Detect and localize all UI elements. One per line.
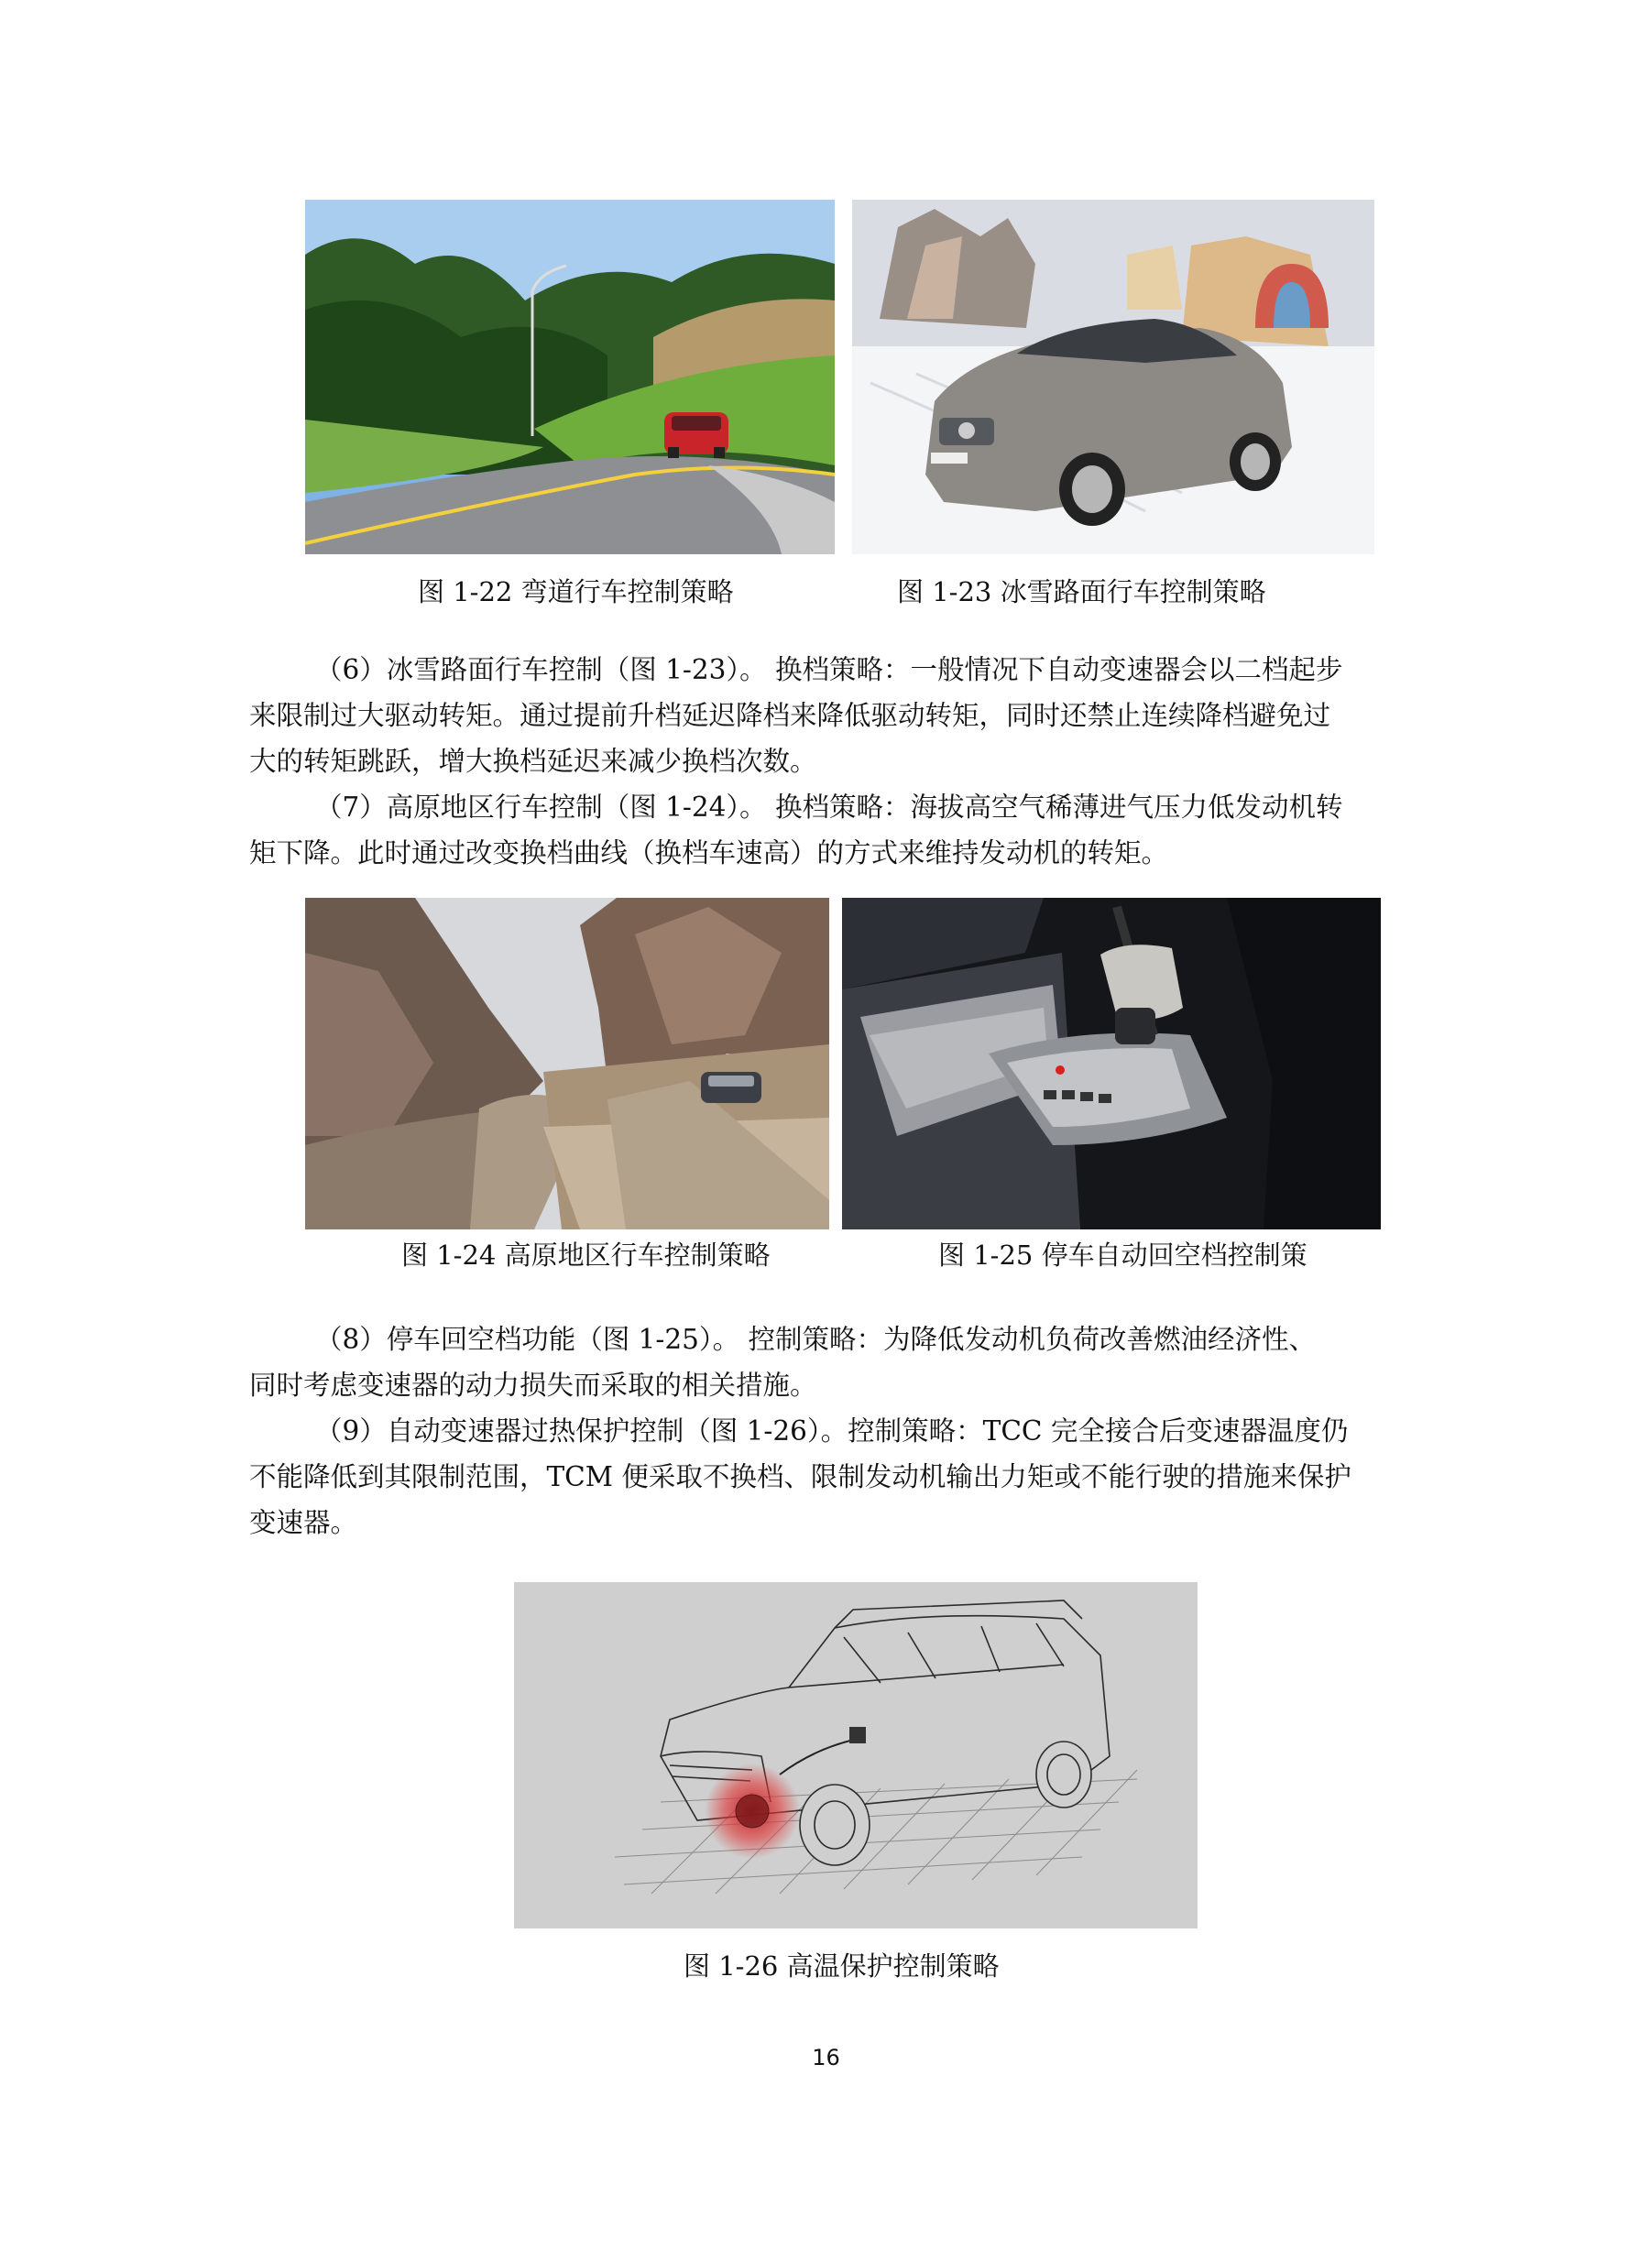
paragraph-8 (249, 1316, 1404, 1408)
paragraph-8-line-1: （8）停车回空档功能（图 1-25）。 控制策略：为降低发动机负荷改善燃油经济性、 (315, 1324, 1317, 1355)
paragraph-9-line-3: 变速器。 (249, 1507, 358, 1538)
figure-1-24-photo (305, 898, 829, 1229)
figure-1-22-caption: 图 1-22 弯道行车控制策略 (418, 576, 734, 607)
paragraph-9-line-2: 不能降低到其限制范围，TCM 便采取不换档、限制发动机输出力矩或不能行驶的措施来保护 (249, 1461, 1351, 1492)
figure-1-26-photo (514, 1582, 1198, 1928)
figure-1-26-caption: 图 1-26 高温保护控制策略 (684, 1950, 1000, 1982)
page-number: 16 (812, 2045, 840, 2070)
paragraph-6 (249, 647, 1404, 784)
paragraph-8-line-2: 同时考虑变速器的动力损失而采取的相关措施。 (249, 1370, 817, 1401)
paragraph-7-line-1: （7）高原地区行车控制（图 1-24）。 换档策略：海拔高空气稀薄进气压力低发动机转 (315, 792, 1343, 823)
paragraph-6-line-1: （6）冰雪路面行车控制（图 1-23）。 换档策略：一般情况下自动变速器会以二档起步 (315, 654, 1343, 685)
paragraph-6-line-3: 大的转矩跳跃，增大换档延迟来减少换档次数。 (249, 746, 817, 777)
paragraph-9-line-1: （9）自动变速器过热保护控制（图 1-26）。控制策略：TCC 完全接合后变速器温度仍 (315, 1415, 1349, 1447)
figure-1-25-photo (842, 898, 1381, 1229)
paragraph-7-line-2: 矩下降。此时通过改变换档曲线（换档车速高）的方式来维持发动机的转矩。 (249, 837, 1169, 868)
figure-1-23-photo (852, 200, 1374, 554)
figure-1-25-caption: 图 1-25 停车自动回空档控制策 (938, 1240, 1307, 1271)
paragraph-9 (249, 1408, 1404, 1546)
paragraph-7 (249, 784, 1404, 876)
figure-1-24-caption: 图 1-24 高原地区行车控制策略 (401, 1240, 771, 1271)
figure-1-23-caption: 图 1-23 冰雪路面行车控制策略 (897, 576, 1266, 607)
figure-1-22-photo (305, 200, 835, 554)
paragraph-6-line-2: 来限制过大驱动转矩。通过提前升档延迟降档来降低驱动转矩，同时还禁止连续降档避免过 (249, 700, 1331, 731)
